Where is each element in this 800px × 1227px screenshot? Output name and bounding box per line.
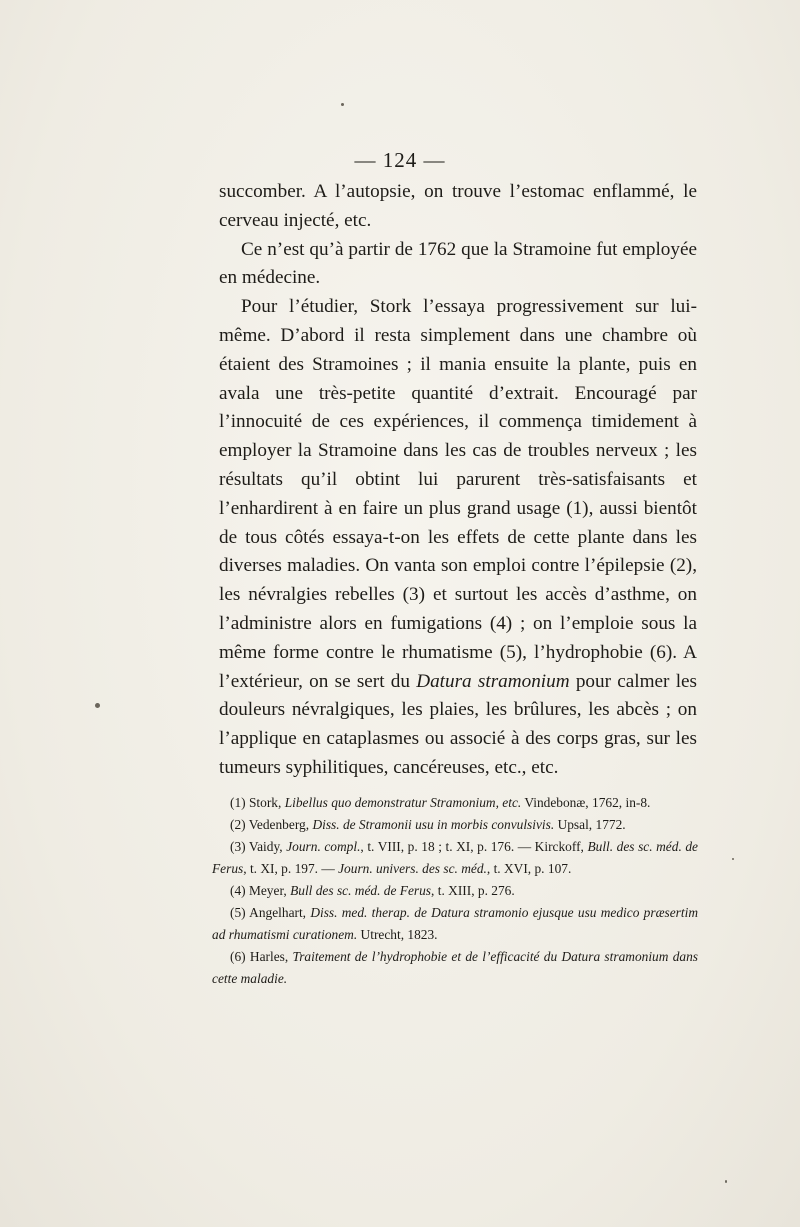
footnote-author: (6) Harles, (230, 949, 293, 964)
footnote-author: (2) Vedenberg, (230, 817, 313, 832)
footnote-author: (3) Vaidy, (230, 839, 287, 854)
paragraph-text: pour calmer les douleurs névralgiques, les plaies, les brûlures, les abcès ; on l’applique en cataplasmes ou associé à des corps gras, sur les tumeurs syphilitiques, cancéreuses, etc., etc. (219, 670, 698, 778)
footnote-details: , t. XI, p. 197. — (243, 861, 339, 876)
footnote (212, 814, 698, 836)
footnote-details: Utrecht, 1823. (357, 927, 438, 942)
footnote-title: Journ. univers. des sc. méd. (338, 861, 487, 876)
paragraph (219, 178, 697, 236)
footnote-details: , t. VIII, p. 18 ; t. XI, p. 176. — Kirckoff, (360, 839, 588, 854)
footnote (212, 880, 698, 902)
footnotes (212, 792, 698, 990)
footnote-title: Diss. med. therap. de Datura stramonio ejusque usu medico præsertim ad rhumatismi curationem. (212, 905, 698, 942)
page-number: — 124 — (354, 148, 446, 172)
footnote-details: Vindebonæ, 1762, in-8. (521, 795, 651, 810)
ink-speck (732, 858, 734, 860)
footnote (212, 946, 698, 990)
paragraph-text: succomber. A l’autopsie, on trouve l’estomac enflammé, le cerveau injecté, etc. (219, 181, 697, 231)
paragraph (219, 236, 697, 294)
footnote-details: , t. XIII, p. 276. (431, 883, 515, 898)
footnote-title: Traitement de l’hydrophobie et de l’efficacité du Datura stramonium dans cette maladie. (212, 949, 698, 986)
footnote-details: , t. XVI, p. 107. (486, 861, 572, 876)
footnote-title: Bull des sc. méd. de Ferus (290, 883, 432, 898)
footnote (212, 836, 698, 880)
footnote-author: (1) Stork, (230, 795, 285, 810)
footnote-author: (5) Angelhart, (230, 905, 311, 920)
footnote-details: Upsal, 1772. (554, 817, 626, 832)
paragraph (219, 293, 697, 783)
footnote-author: (4) Meyer, (230, 883, 291, 898)
footnote-title: Libellus quo demonstratur Stramonium, etc. (284, 795, 522, 810)
footnote-title: Journ. compl. (286, 839, 361, 854)
body-text (219, 178, 697, 783)
footnote (212, 902, 698, 946)
species-name: Datura stramonium (416, 670, 570, 692)
ink-speck (341, 103, 344, 106)
footnote-title: Bull. des sc. méd. de Ferus (212, 839, 698, 876)
ink-speck (725, 1180, 727, 1183)
footnote (212, 792, 698, 814)
paragraph-text: Ce n’est qu’à partir de 1762 que la Stramoine fut employée en médecine. (219, 238, 697, 289)
paragraph-text: Pour l’étudier, Stork l’essaya progressivement sur lui-même. D’abord il resta simplement dans une chambre où étaient des Stramoines ; il mania ensuite la plante, puis en avala une très-petite quantité d’extrait. Encouragé par l’innocuité de ces expériences, il commença timidement à employer la Stramoine dans les cas de troubles nerveux ; les résultats qu’il obtint lui parurent très-satisfaisants et l’enhardirent à en faire un plus grand usage (1), aussi bientôt de tous côtés essaya-t-on les effets de cette plante dans les diverses maladies. On vanta son emploi contre l’épilepsie (2), les névralgies rebelles (3) et surtout les accès d’asthme, on l’administre alors en fumigations (4) ; on l’emploie sous la même forme contre le rhumatisme (5), l’hydrophobie (6). A l’extérieur, on se sert du (219, 296, 697, 692)
ink-speck (95, 703, 100, 708)
footnote-title: Diss. de Stramonii usu in morbis convulsivis. (312, 817, 555, 832)
